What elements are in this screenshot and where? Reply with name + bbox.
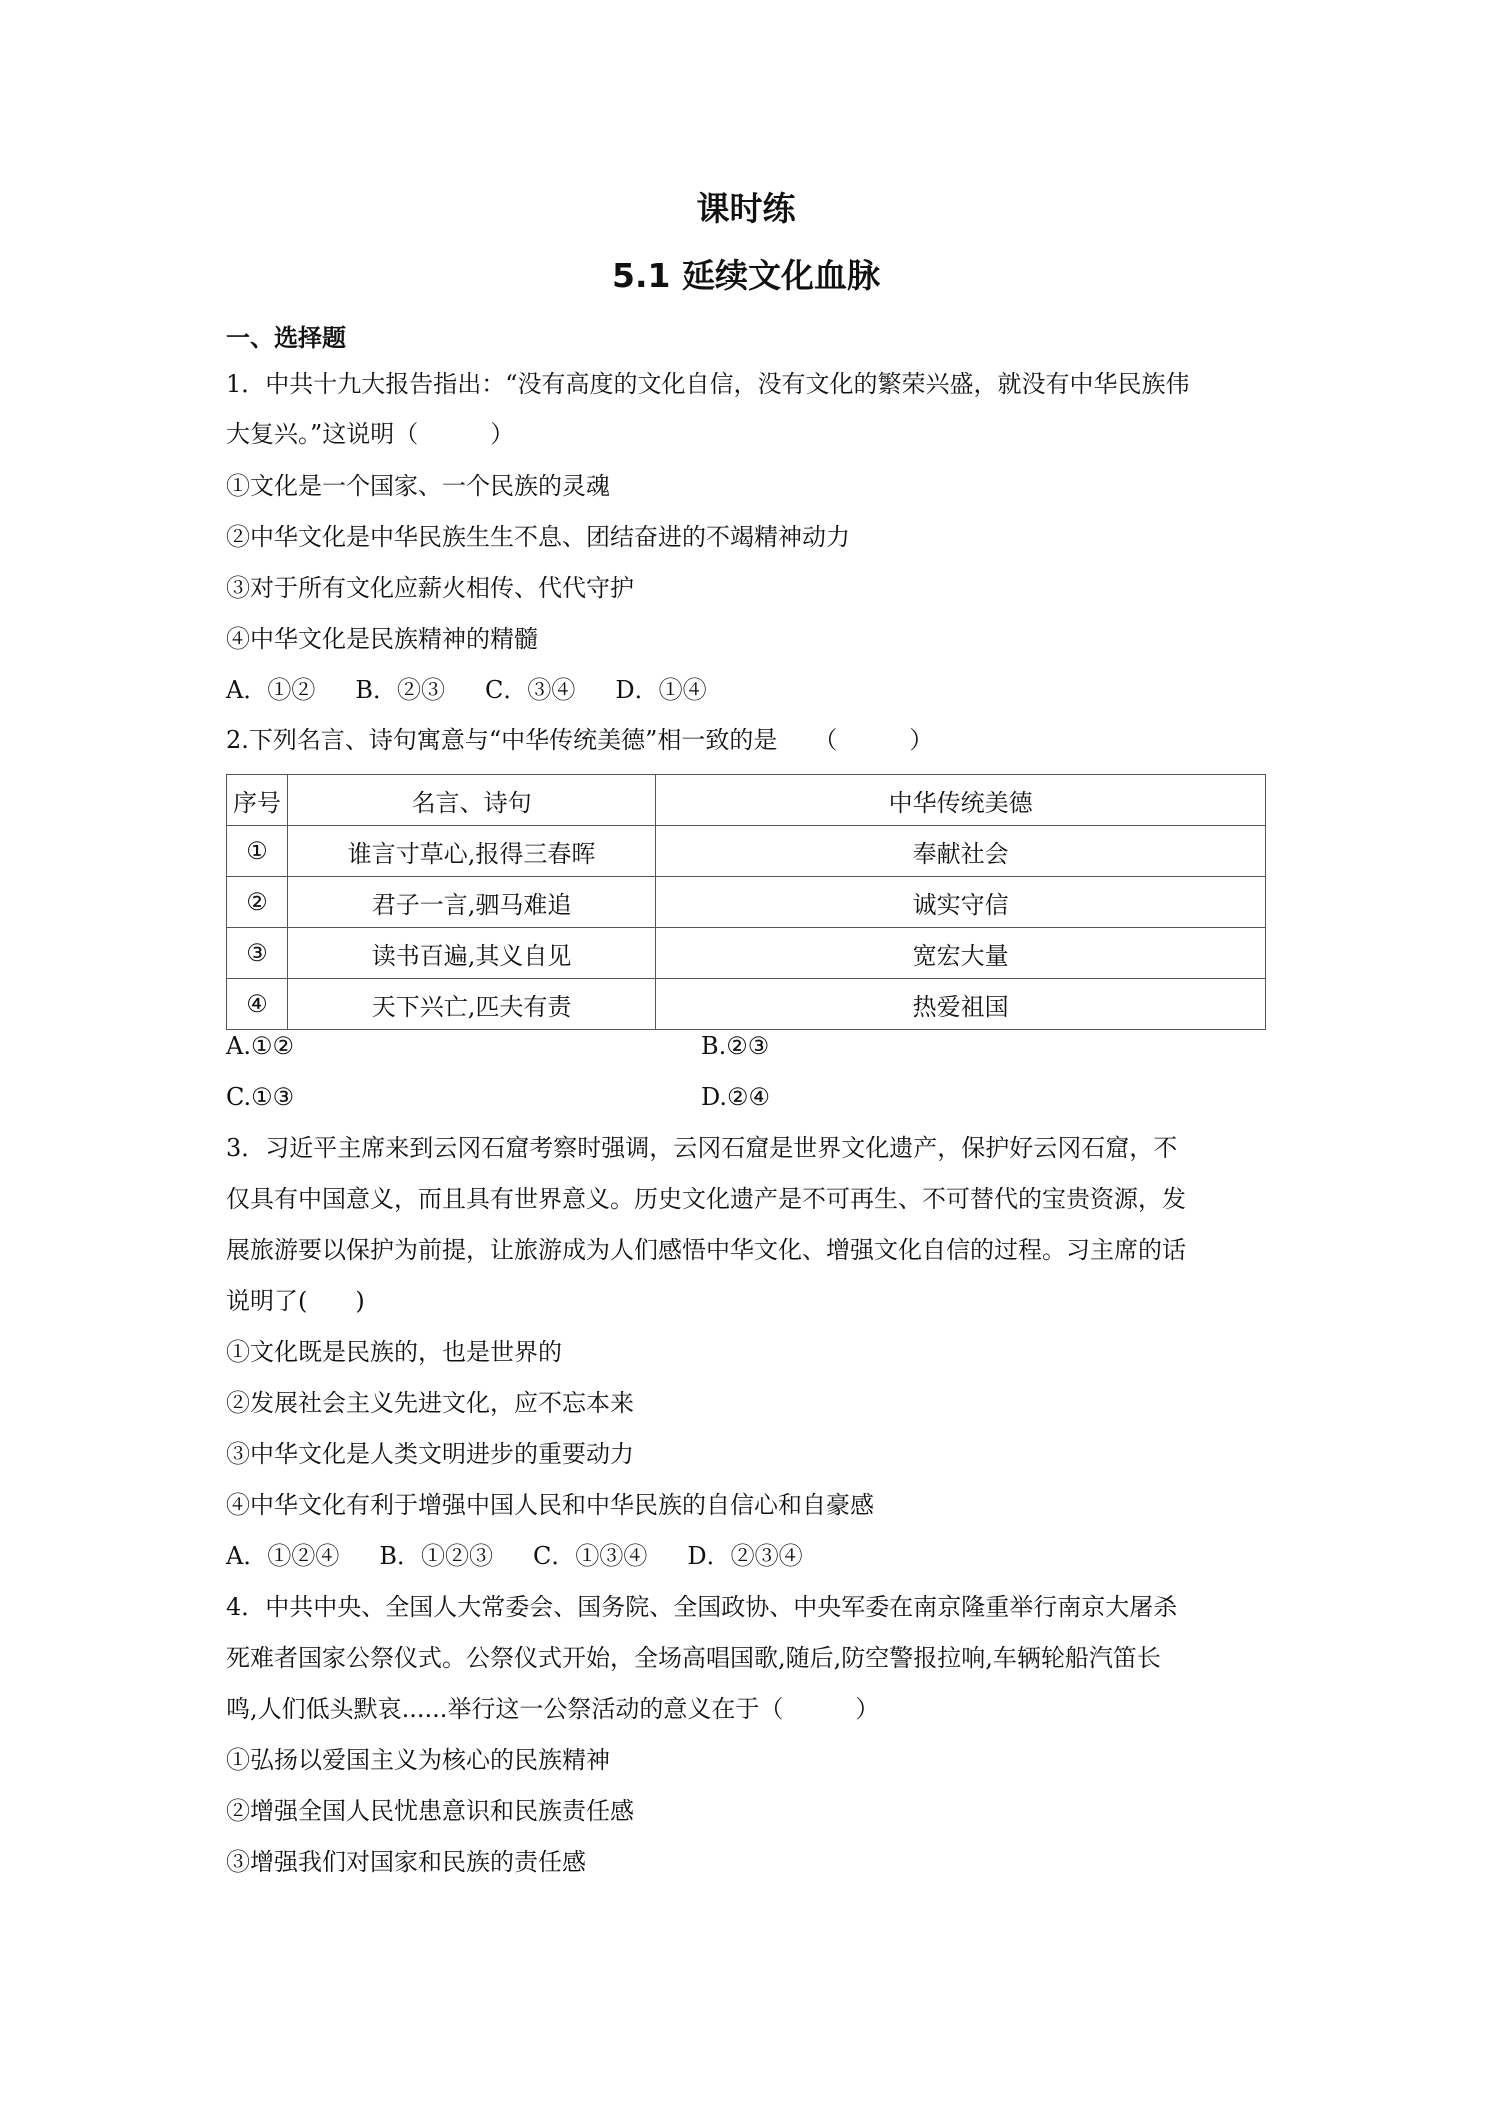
q3-option-d: D．②③④: [687, 1542, 803, 1570]
table-header-cell: 序号: [227, 775, 288, 826]
q2-option-c: C.①③: [226, 1083, 295, 1111]
q1-option-a: A．①②: [226, 676, 316, 704]
table-cell: 谁言寸草心,报得三春晖: [287, 826, 655, 877]
table-header-cell: 中华传统美德: [656, 775, 1266, 826]
q2-option-b: B.②③: [701, 1032, 770, 1060]
q4-stem-line2: 死难者国家公祭仪式。公祭仪式开始，全场高唱国歌,随后,防空警报拉响,车辆轮船汽笛长: [226, 1644, 1161, 1672]
table-cell: 君子一言,驷马难追: [287, 877, 655, 928]
q3-item-4: ④中华文化有利于增强中国人民和中华民族的自信心和自豪感: [226, 1491, 874, 1519]
table-cell: 热爱祖国: [656, 979, 1266, 1030]
q4-item-1: ①弘扬以爱国主义为核心的民族精神: [226, 1746, 610, 1774]
q3-option-b: B．①②③: [379, 1542, 493, 1570]
table-header-cell: 名言、诗句: [287, 775, 655, 826]
table-cell: 奉献社会: [656, 826, 1266, 877]
page-title: 课时练: [696, 189, 796, 228]
q4-item-2: ②增强全国人民忧患意识和民族责任感: [226, 1797, 634, 1825]
q3-option-a: A．①②④: [226, 1542, 340, 1570]
q3-option-c: C．①③④: [532, 1542, 648, 1570]
table-row: [227, 928, 1266, 979]
page-subtitle: 5.1 延续文化血脉: [612, 256, 880, 295]
q3-item-1: ①文化既是民族的，也是世界的: [226, 1338, 562, 1366]
table-cell: ①: [227, 826, 288, 877]
q1-item-2: ②中华文化是中华民族生生不息、团结奋进的不竭精神动力: [226, 523, 850, 551]
q3-item-3: ③中华文化是人类文明进步的重要动力: [226, 1440, 634, 1468]
q2-option-a: A.①②: [226, 1032, 294, 1060]
q1-stem-line1: 1．中共十九大报告指出：“没有高度的文化自信，没有文化的繁荣兴盛，就没有中华民族伟: [226, 370, 1190, 398]
q1-option-b: B．②③: [355, 676, 445, 704]
table-cell: 天下兴亡,匹夫有责: [287, 979, 655, 1030]
table-cell: 宽宏大量: [656, 928, 1266, 979]
table-row: [227, 826, 1266, 877]
q2-stem: 2.下列名言、诗句寓意与“中华传统美德”相一致的是 （ ）: [226, 726, 934, 754]
q1-item-3: ③对于所有文化应薪火相传、代代守护: [226, 574, 634, 602]
q3-stem-line3: 展旅游要以保护为前提，让旅游成为人们感悟中华文化、增强文化自信的过程。习主席的话: [226, 1236, 1186, 1264]
table-cell: ②: [227, 877, 288, 928]
q1-stem-line2: 大复兴。”这说明（ ）: [226, 420, 515, 448]
q1-item-1: ①文化是一个国家、一个民族的灵魂: [226, 472, 610, 500]
q2-table: [226, 774, 1266, 1030]
table-cell: ④: [227, 979, 288, 1030]
q3-stem-line2: 仅具有中国意义，而且具有世界意义。历史文化遗产是不可再生、不可替代的宝贵资源，发: [226, 1185, 1186, 1213]
section-heading: 一、选择题: [226, 324, 346, 352]
q1-option-d: D．①④: [615, 676, 707, 704]
q4-stem-line3: 鸣,人们低头默哀......举行这一公祭活动的意义在于（ ）: [226, 1695, 880, 1723]
q3-options: [226, 1540, 843, 1572]
q4-item-3: ③增强我们对国家和民族的责任感: [226, 1848, 586, 1876]
q3-item-2: ②发展社会主义先进文化，应不忘本来: [226, 1389, 634, 1417]
q3-stem-line1: 3．习近平主席来到云冈石窟考察时强调，云冈石窟是世界文化遗产，保护好云冈石窟，不: [226, 1134, 1178, 1162]
q1-option-c: C．③④: [484, 676, 576, 704]
table-cell: ③: [227, 928, 288, 979]
q1-item-4: ④中华文化是民族精神的精髓: [226, 625, 538, 653]
q4-stem-line1: 4．中共中央、全国人大常委会、国务院、全国政协、中央军委在南京隆重举行南京大屠杀: [226, 1593, 1178, 1621]
table-row: [227, 979, 1266, 1030]
q2-option-d: D.②④: [701, 1083, 771, 1111]
table-cell: 诚实守信: [656, 877, 1266, 928]
q3-stem-line4: 说明了( ): [226, 1287, 365, 1315]
q1-options: [226, 674, 747, 706]
table-header-row: [227, 775, 1266, 826]
table-cell: 读书百遍,其义自见: [287, 928, 655, 979]
table-row: [227, 877, 1266, 928]
